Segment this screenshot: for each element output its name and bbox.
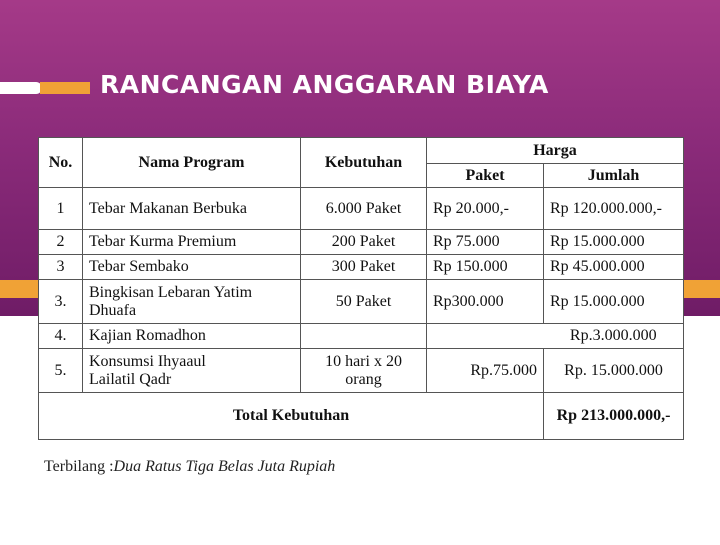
total-label: Total Kebutuhan xyxy=(39,393,544,440)
row-kebutuhan: 6.000 Paket xyxy=(301,188,427,230)
row-no: 1 xyxy=(39,188,83,230)
table-row xyxy=(39,280,684,324)
total-value: Rp 213.000.000,- xyxy=(544,393,684,440)
row-program: Kajian Romadhon xyxy=(83,324,301,349)
row-paket: Rp.75.000 xyxy=(427,349,544,393)
row-kebutuhan-line2: orang xyxy=(345,370,382,388)
header-nama-program: Nama Program xyxy=(83,138,301,188)
title-accent-white xyxy=(0,82,42,94)
row-kebutuhan xyxy=(301,349,427,393)
header-kebutuhan: Kebutuhan xyxy=(301,138,427,188)
row-kebutuhan: 200 Paket xyxy=(301,230,427,255)
header-jumlah: Jumlah xyxy=(544,164,684,188)
header-paket: Paket xyxy=(427,164,544,188)
row-no: 2 xyxy=(39,230,83,255)
table-row xyxy=(39,349,684,393)
row-no: 3 xyxy=(39,255,83,280)
row-no: 4. xyxy=(39,324,83,349)
table-header-row xyxy=(39,138,684,164)
slide-title: RANCANGAN ANGGARAN BIAYA xyxy=(100,70,549,99)
table-row xyxy=(39,230,684,255)
row-program xyxy=(83,280,301,324)
budget-table xyxy=(38,137,684,440)
left-orange-stripe xyxy=(0,280,38,298)
total-row xyxy=(39,393,684,440)
row-jumlah: Rp. 15.000.000 xyxy=(544,349,684,393)
row-paket xyxy=(427,324,544,349)
row-paket: Rp 150.000 xyxy=(427,255,544,280)
row-kebutuhan xyxy=(301,324,427,349)
table-row xyxy=(39,255,684,280)
row-jumlah: Rp.3.000.000 xyxy=(544,324,684,349)
row-paket: Rp 20.000,- xyxy=(427,188,544,230)
row-program: Tebar Kurma Premium xyxy=(83,230,301,255)
row-paket: Rp 75.000 xyxy=(427,230,544,255)
row-program-line2: Dhuafa xyxy=(89,301,137,319)
row-program-line2: Lailatil Qadr xyxy=(89,370,172,388)
row-jumlah: Rp 45.000.000 xyxy=(544,255,684,280)
row-program-line1: Konsumsi Ihyaaul xyxy=(89,352,206,370)
header-harga: Harga xyxy=(427,138,684,164)
table-row xyxy=(39,324,684,349)
row-kebutuhan: 50 Paket xyxy=(301,280,427,324)
row-program: Tebar Makanan Berbuka xyxy=(83,188,301,230)
terbilang-text: Dua Ratus Tiga Belas Juta Rupiah xyxy=(113,458,336,475)
row-kebutuhan: 300 Paket xyxy=(301,255,427,280)
terbilang-line xyxy=(44,458,335,476)
title-accent-orange xyxy=(40,82,90,94)
row-jumlah: Rp 15.000.000 xyxy=(544,230,684,255)
row-kebutuhan-line1: 10 hari x 20 xyxy=(325,352,402,370)
right-orange-stripe xyxy=(682,280,720,298)
header-no: No. xyxy=(39,138,83,188)
row-program-line1: Bingkisan Lebaran Yatim xyxy=(89,283,253,301)
row-paket: Rp300.000 xyxy=(427,280,544,324)
row-no: 3. xyxy=(39,280,83,324)
table-row xyxy=(39,188,684,230)
row-no: 5. xyxy=(39,349,83,393)
row-program: Tebar Sembako xyxy=(83,255,301,280)
row-jumlah: Rp 15.000.000 xyxy=(544,280,684,324)
row-jumlah: Rp 120.000.000,- xyxy=(544,188,684,230)
terbilang-prefix: Terbilang : xyxy=(44,458,114,475)
row-program xyxy=(83,349,301,393)
